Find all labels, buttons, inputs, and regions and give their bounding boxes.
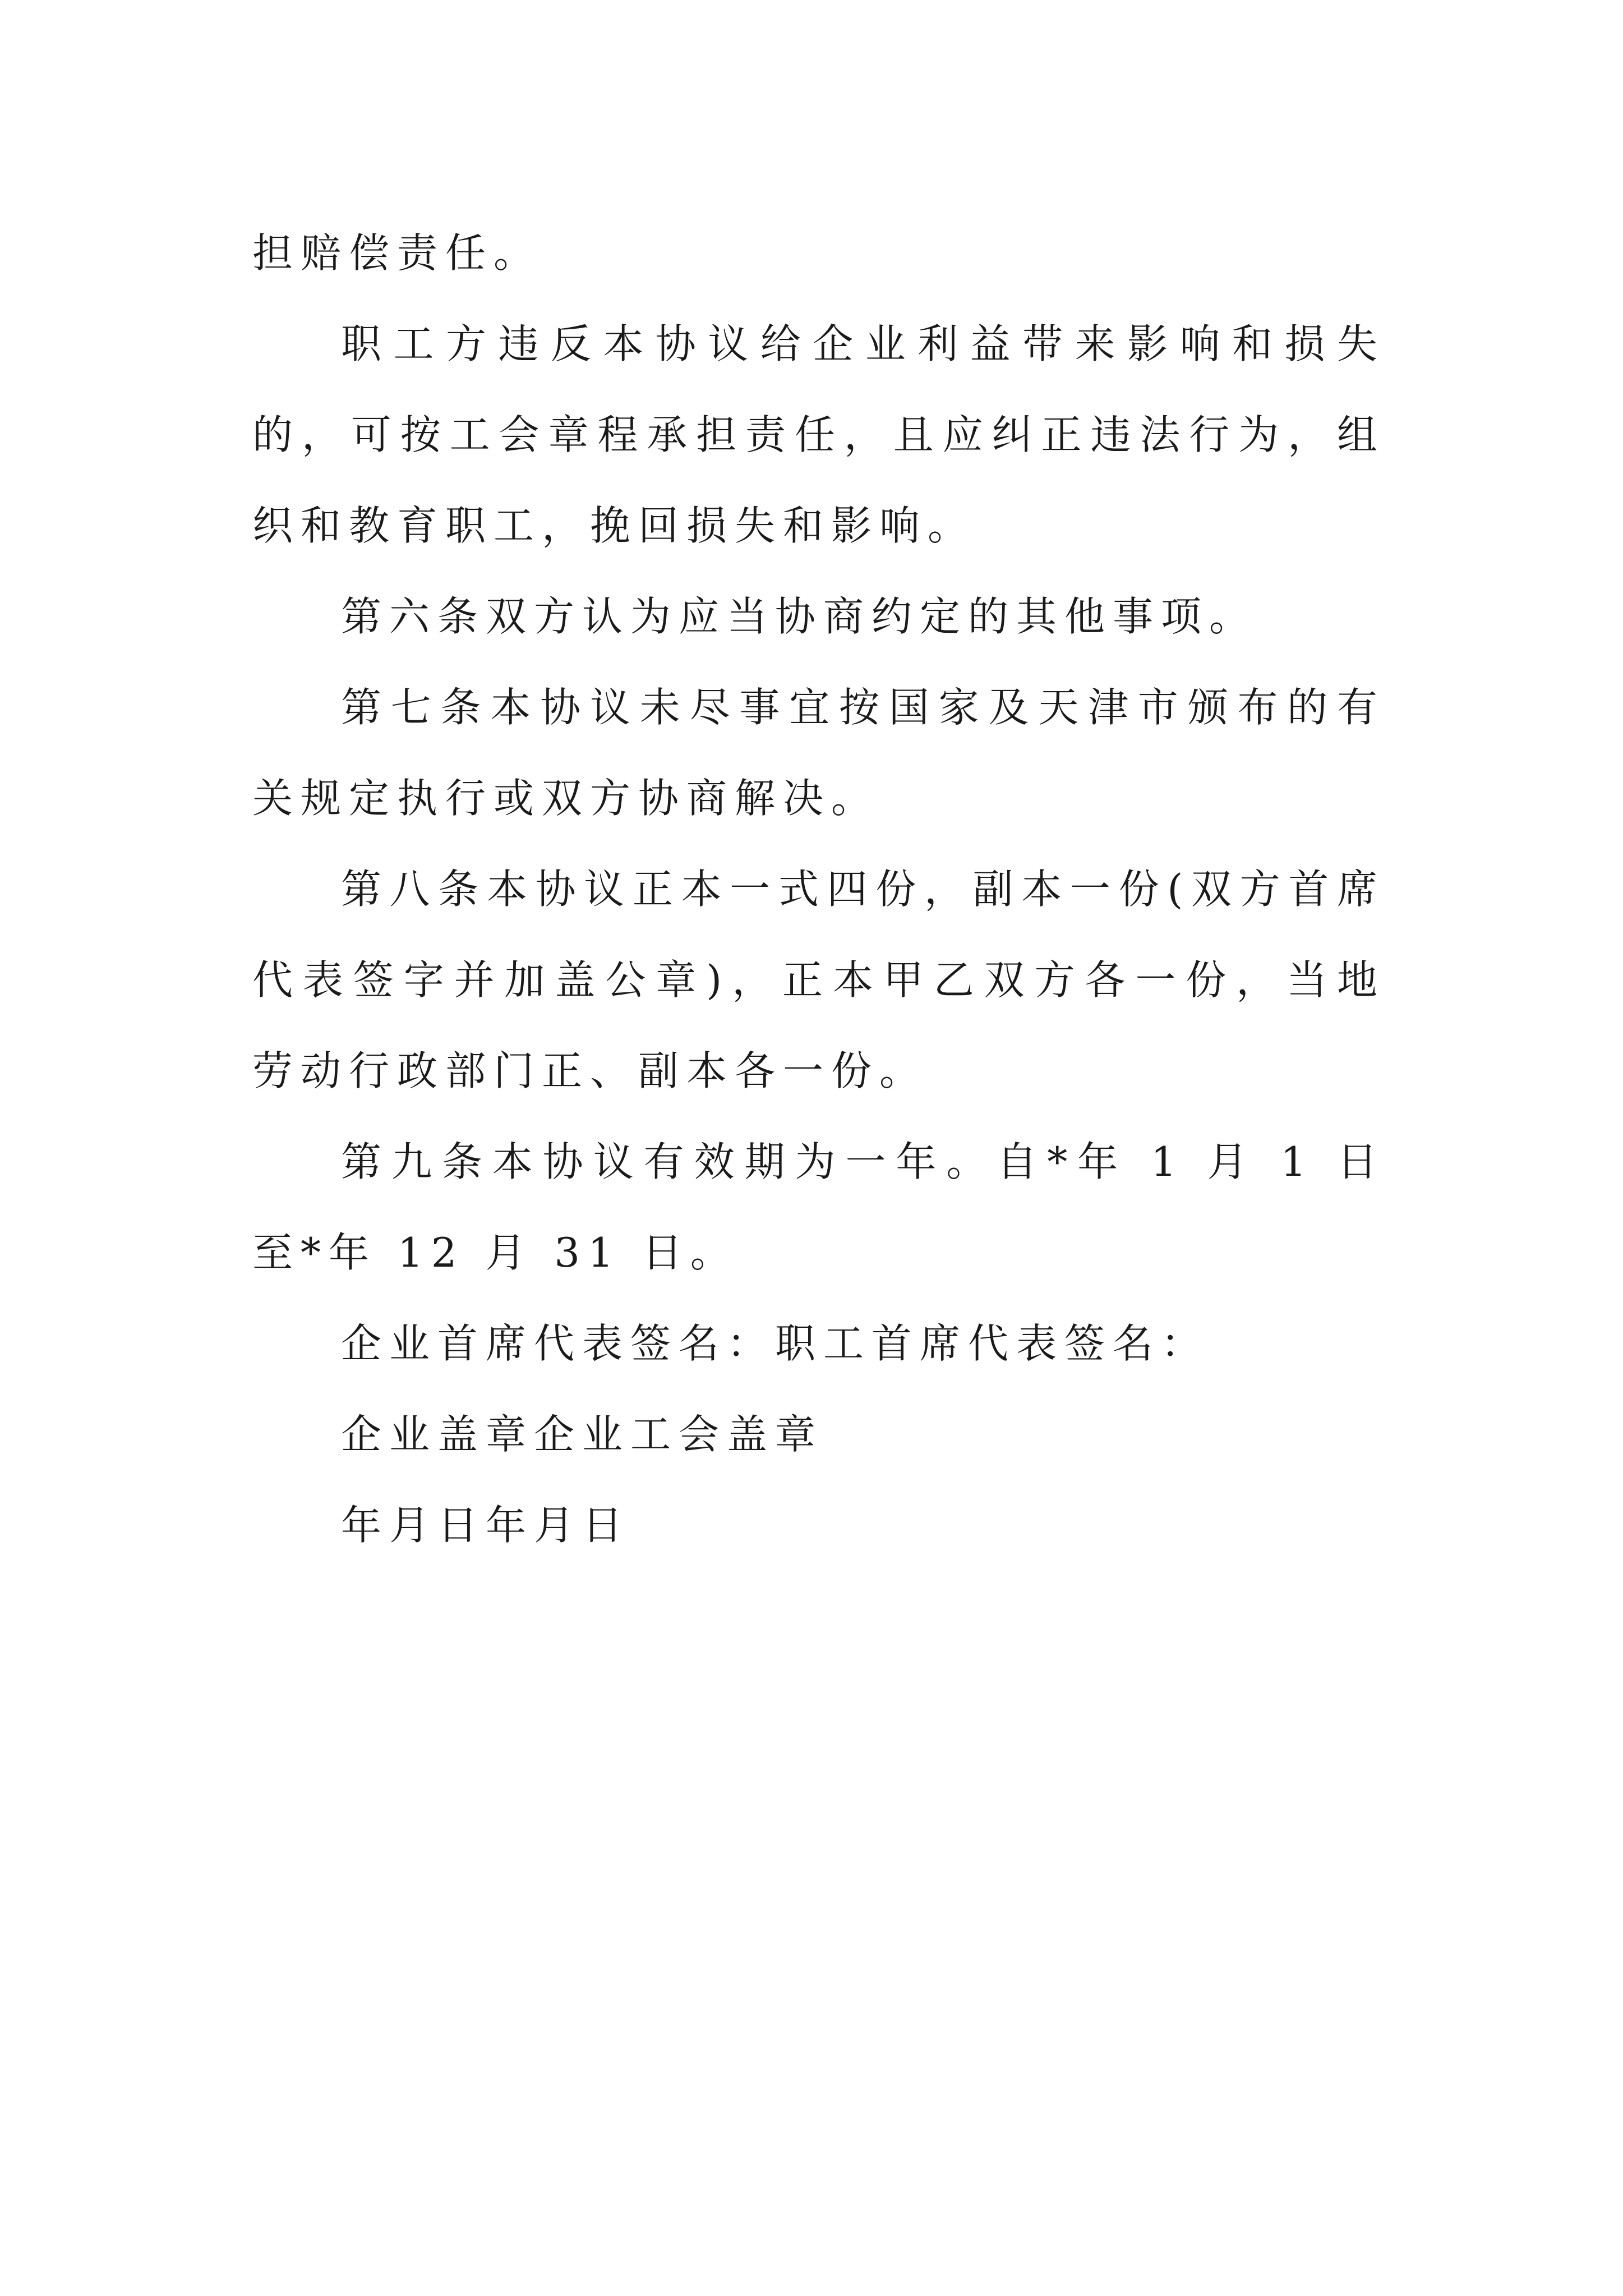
paragraph-liability-end: 担赔偿责任。: [252, 229, 542, 277]
document-body: [252, 208, 1385, 1571]
paragraph-article-6: 第六条双方认为应当协商约定的其他事项。: [341, 593, 1258, 640]
paragraph-employee-liability: 职工方违反本协议给企业利益带来影响和损失的，可按工会章程承担责任，且应纠正违法行为，组织和教育职工，挽回损失和影响。: [252, 320, 1385, 549]
signature-line: 企业首席代表签名：职工首席代表签名：: [341, 1320, 1210, 1367]
date-line: 年月日年月日: [341, 1502, 631, 1549]
paragraph-article-8: 第八条本协议正本一式四份，副本一份(双方首席代表签字并加盖公章)，正本甲乙双方各一份，当地劳动行政部门正、副本各一份。: [252, 866, 1385, 1094]
paragraph-article-7: 第七条本协议未尽事宜按国家及天津市颁布的有关规定执行或双方协商解决。: [252, 684, 1385, 822]
seal-line: 企业盖章企业工会盖章: [341, 1411, 824, 1458]
paragraph-article-9: 第九条本协议有效期为一年。自*年 1 月 1 日至*年 12 月 31 日。: [252, 1138, 1385, 1276]
